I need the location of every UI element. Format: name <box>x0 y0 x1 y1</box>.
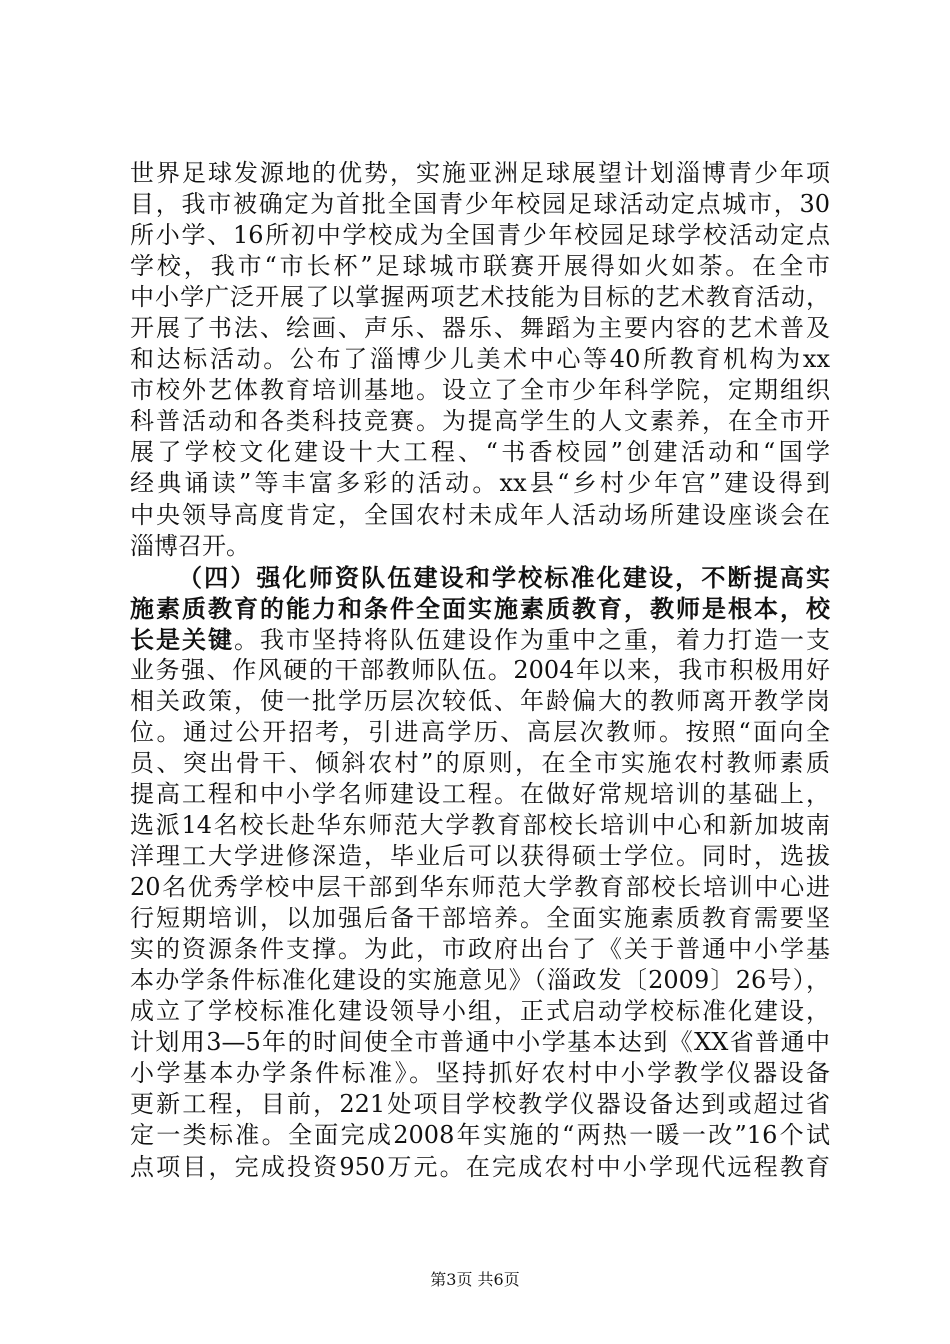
paragraph-line: 所小学、16所初中学校成为全国青少年校园足球学校活动定点 <box>130 221 830 250</box>
paragraph-line: 实的资源条件支撑。为此，市政府出台了《关于普通中小学基 <box>130 935 830 964</box>
paragraph-line: 市校外艺体教育培训基地。设立了全市少年科学院，定期组织 <box>130 376 830 405</box>
line-text: 。我市坚持将队伍建设作为重中之重，着力打造一支 <box>234 625 830 654</box>
paragraph-line: 目，我市被确定为首批全国青少年校园足球活动定点城市，30 <box>130 190 830 219</box>
paragraph-line: 提高工程和中小学名师建设工程。在做好常规培训的基础上， <box>130 779 830 808</box>
bold-heading-tail: 长是关键 <box>130 624 234 654</box>
paragraph-line: 计划用3—5年的时间使全市普通中小学基本达到《XX省普通中 <box>130 1028 830 1057</box>
paragraph-line: 本办学条件标准化建设的实施意见》（淄政发〔2009〕26号）， <box>130 966 830 995</box>
paragraph-line: 展了学校文化建设十大工程、“书香校园”创建活动和“国学 <box>130 438 830 467</box>
paragraph-line: 业务强、作风硬的干部教师队伍。2004年以来，我市积极用好 <box>130 655 830 684</box>
paragraph-line: 开展了书法、绘画、声乐、器乐、舞蹈为主要内容的艺术普及 <box>130 314 830 343</box>
paragraph-line: 世界足球发源地的优势，实施亚洲足球展望计划淄博青少年项 <box>130 159 830 187</box>
paragraph-1 <box>130 158 830 562</box>
paragraph-line: 科普活动和各类科技竞赛。为提高学生的人文素养，在全市开 <box>130 407 830 436</box>
page-footer <box>0 1267 950 1290</box>
paragraph-line: 选派14名校长赴华东师范大学教育部校长培训中心和新加坡南 <box>130 810 830 839</box>
paragraph-line: 中央领导高度肯定，全国农村未成年人活动场所建设座谈会在 <box>130 500 830 529</box>
paragraph-line: 定一类标准。全面完成2008年实施的“两热一暖一改”16个试 <box>130 1121 830 1150</box>
paragraph-line: 小学基本办学条件标准》。坚持抓好农村中小学教学仪器设备 <box>130 1059 830 1088</box>
paragraph-line: 相关政策，使一批学历层次较低、年龄偏大的教师离开教学岗 <box>130 686 830 715</box>
paragraph-line: 和达标活动。公布了淄博少儿美术中心等40所教育机构为xx <box>130 345 830 374</box>
paragraph-line: 行短期培训，以加强后备干部培养。全面实施素质教育需要坚 <box>130 904 830 933</box>
paragraph-line: 学校，我市“市长杯”足球城市联赛开展得如火如荼。在全市 <box>130 252 830 281</box>
document-body <box>130 158 830 1183</box>
paragraph-line: 成立了学校标准化建设领导小组，正式启动学校标准化建设， <box>130 997 830 1026</box>
paragraph-line: 洋理工大学进修深造，毕业后可以获得硕士学位。同时，选拔 <box>130 842 830 871</box>
paragraph-line: 员、突出骨干、倾斜农村”的原则，在全市实施农村教师素质 <box>130 748 830 777</box>
paragraph-line: 淄博召开。 <box>130 531 250 560</box>
paragraph-line: 位。通过公开招考，引进高学历、高层次教师。按照“面向全 <box>130 717 830 746</box>
paragraph-line: 点项目，完成投资950万元。在完成农村中小学现代远程教育 <box>130 1152 830 1181</box>
paragraph-line: 更新工程，目前，221处项目学校教学仪器设备达到或超过省 <box>130 1090 830 1119</box>
paragraph-line: （四）强化师资队伍建设和学校标准化建设，不断提高实 <box>178 562 830 592</box>
paragraph-line: 20名优秀学校中层干部到华东师范大学教育部校长培训中心进 <box>130 873 830 902</box>
paragraph-line <box>130 624 830 655</box>
paragraph-line: 中小学广泛开展了以掌握两项艺术技能为目标的艺术教育活动， <box>130 283 830 312</box>
paragraph-2 <box>130 562 830 1183</box>
paragraph-line: 施素质教育的能力和条件全面实施素质教育，教师是根本，校 <box>130 593 830 623</box>
page-number: 第3页 共6页 <box>430 1270 520 1289</box>
paragraph-line: 经典诵读”等丰富多彩的活动。xx县“乡村少年宫”建设得到 <box>130 469 830 498</box>
